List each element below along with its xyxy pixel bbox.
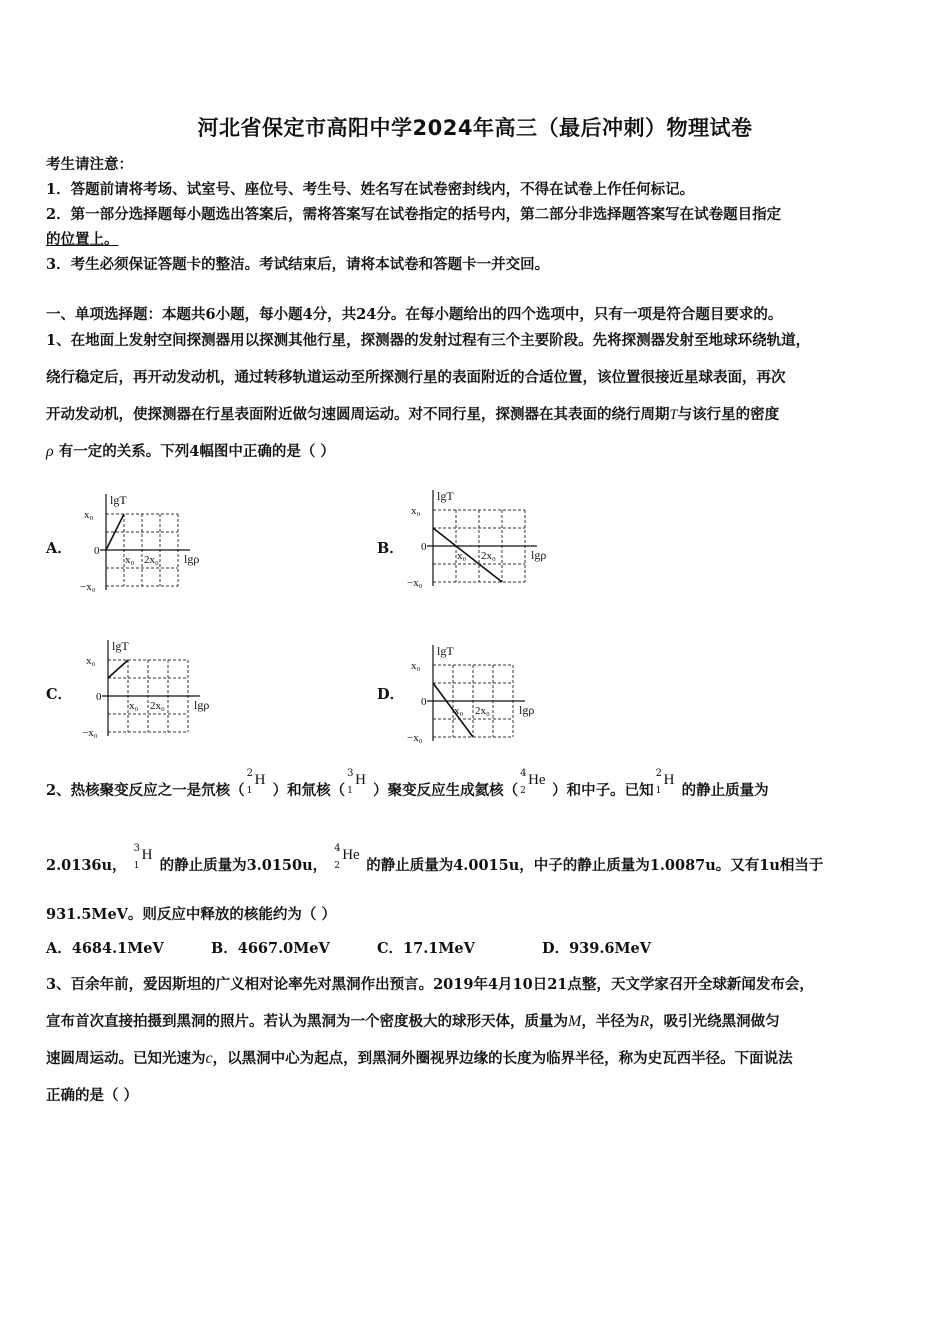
y-tick-label: −x₀ xyxy=(82,727,98,739)
q3-line-2: 宣布首次直接拍摄到黑洞的照片。若认为黑洞为一个密度极大的球形天体，质量为M，半径为R，吸引光绕黑洞做匀 xyxy=(46,1013,780,1030)
q1-graph-d xyxy=(405,632,575,748)
notice-item-3: 3．考生必须保证答题卡的整洁。考试结束后，请将本试卷和答题卡一并交回。 xyxy=(46,256,550,273)
q2-option-a: A．4684.1MeV xyxy=(46,940,164,957)
x-axis-label: lgρ xyxy=(531,548,547,562)
q2-line-3: 931.5MeV。则反应中释放的核能约为（ ） xyxy=(46,906,336,923)
x-tick-label: 2x₀ xyxy=(475,705,490,717)
tritium-nuclide: 3 1 H xyxy=(347,768,366,796)
q1-option-c-label: C． xyxy=(46,686,73,703)
x-axis-label: lgρ xyxy=(194,698,210,712)
helium-nuclide: 4 2 He xyxy=(334,843,360,871)
light-speed-symbol: c xyxy=(205,1050,213,1067)
origin-label: 0 xyxy=(421,696,427,708)
q1-line-2: 绕行稳定后，再开动发动机，通过转移轨道运动至所探测行星的表面附近的合适位置，该位置很接近星球表面，再次 xyxy=(46,369,786,386)
y-axis-label: lgT xyxy=(112,639,129,653)
q3-line-1: 3、百余年前，爱因斯坦的广义相对论率先对黑洞作出预言。2019年4月10日21点整，天文学家召开全球新闻发布会， xyxy=(46,976,814,993)
q3-line-4: 正确的是（ ） xyxy=(46,1087,139,1104)
notice-heading: 考生请注意： xyxy=(46,156,133,173)
y-tick-label: x₀ xyxy=(411,660,421,672)
y-tick-label: x₀ xyxy=(411,505,421,517)
x-tick-label: x₀ xyxy=(457,550,467,562)
y-tick-label: −x₀ xyxy=(407,577,423,589)
helium-nuclide: 4 2 He xyxy=(520,768,546,796)
x-axis-label: lgρ xyxy=(519,703,535,717)
q1-line-4: ρ 有一定的关系。下列4幅图中正确的是（ ） xyxy=(46,443,335,460)
density-symbol: ρ xyxy=(46,443,54,460)
origin-label: 0 xyxy=(96,691,102,703)
y-axis-label: lgT xyxy=(437,644,454,658)
period-symbol: T xyxy=(669,407,678,423)
q1-graph-c xyxy=(78,627,248,745)
q2-option-d: D．939.6MeV xyxy=(542,940,652,957)
graph-line xyxy=(108,660,128,678)
mass-symbol: M xyxy=(568,1013,582,1030)
x-tick-label: 2x₀ xyxy=(150,700,165,712)
deuterium-nuclide: 2 1 H xyxy=(655,768,675,796)
x-axis-label: lgρ xyxy=(184,552,200,566)
q1-line-1: 1、在地面上发射空间探测器用以探测其他行星，探测器的发射过程有三个主要阶段。先将探测器发射至地球环绕轨道， xyxy=(46,332,811,349)
q1-option-d-label: D． xyxy=(377,686,405,703)
page-title: 河北省保定市高阳中学2024年高三（最后冲刺）物理试卷 xyxy=(197,116,753,140)
radius-symbol: R xyxy=(639,1013,650,1030)
origin-label: 0 xyxy=(94,545,100,557)
q1-graph-b xyxy=(405,470,585,602)
y-axis-label: lgT xyxy=(437,489,454,503)
q2-line-1: 2、热核聚变反应之一是氘核（ 2 1 H ）和氚核（ 3 1 H ）聚变反应生成氦核（ 4 2 He ）和中子。已知 2 1 H 的静止质量为 xyxy=(46,768,769,799)
tritium-nuclide: 3 1 H xyxy=(133,843,153,871)
notice-item-2-cont: 的位置上。 xyxy=(46,231,119,248)
deuterium-nuclide: 2 1 H xyxy=(246,768,266,796)
x-tick-label: x₀ xyxy=(129,700,139,712)
q1-line-3: 开动发动机，使探测器在行星表面附近做匀速圆周运动。对不同行星，探测器在其表面的绕行周期T与该行星的密度 xyxy=(46,406,780,423)
q1-option-a-label: A． xyxy=(46,540,72,557)
section-heading: 一、单项选择题：本题共6小题，每小题4分，共24分。在每小题给出的四个选项中，只有一项是符合题目要求的。 xyxy=(46,306,783,323)
q2-option-c: C．17.1MeV xyxy=(377,940,475,957)
y-axis-label: lgT xyxy=(110,493,127,507)
q1-graph-a xyxy=(78,485,248,600)
q1-option-b-label: B． xyxy=(377,540,404,557)
q2-line-2: 2.0136u， 3 1 H 的静止质量为3.0150u， 4 2 He 的静止质量为4.0015u，中子的静止质量为1.0087u。又有1u相当于 xyxy=(46,843,824,874)
y-tick-label: x₀ xyxy=(84,509,94,521)
q2-option-b: B．4667.0MeV xyxy=(211,940,330,957)
notice-item-2: 2．第一部分选择题每小题选出答案后，需将答案写在试卷指定的括号内，第二部分非选择题答案写在试卷题目指定 xyxy=(46,206,782,223)
y-tick-label: x₀ xyxy=(86,655,96,667)
y-tick-label: −x₀ xyxy=(80,581,96,593)
x-tick-label: x₀ xyxy=(454,705,464,717)
x-tick-label: 2x₀ xyxy=(144,554,159,566)
x-tick-label: x₀ xyxy=(125,554,135,566)
notice-item-1: 1．答题前请将考场、试室号、座位号、考生号、姓名写在试卷密封线内，不得在试卷上作任何标记。 xyxy=(46,181,695,198)
x-tick-label: 2x₀ xyxy=(481,550,496,562)
q3-line-3: 速圆周运动。已知光速为c，以黑洞中心为起点，到黑洞外圈视界边缘的长度为临界半径，称为史瓦西半径。下面说法 xyxy=(46,1050,793,1067)
origin-label: 0 xyxy=(421,541,427,553)
y-tick-label: −x₀ xyxy=(407,732,423,744)
